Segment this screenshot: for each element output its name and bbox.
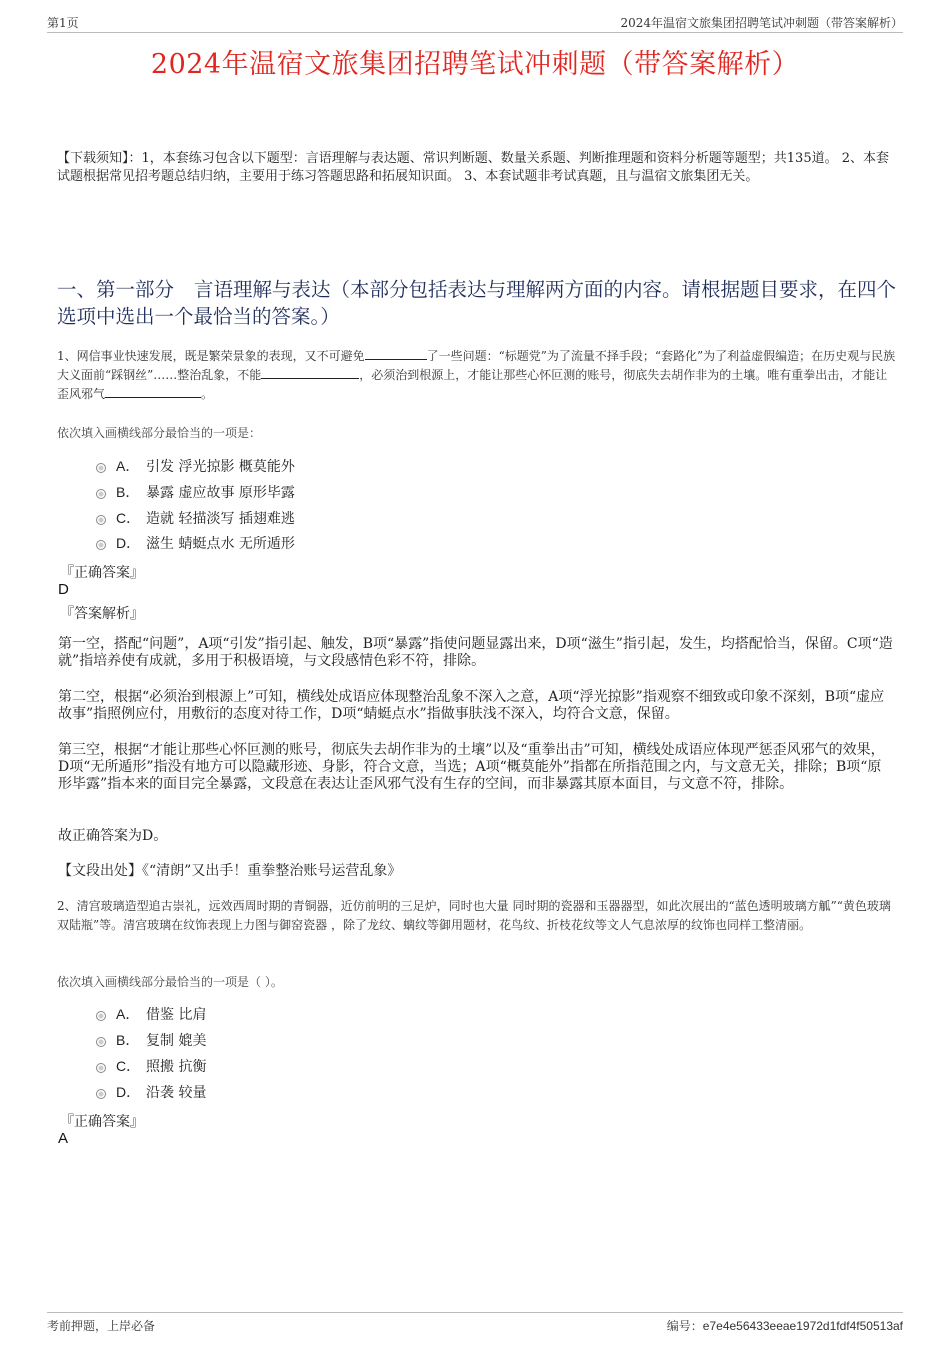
question-1-text	[57, 347, 897, 404]
option-text: 造就 轻描淡写 插翅难逃	[146, 511, 295, 527]
option-letter: B．	[116, 484, 140, 500]
q2-option-c[interactable]	[96, 1054, 206, 1078]
code-value: e7e4e56433eeae1972d1fdf4f50513af	[702, 1319, 903, 1333]
radio-icon[interactable]	[96, 1063, 106, 1073]
blank-1	[365, 347, 427, 360]
option-text: 引发 浮光掠影 概莫能外	[146, 459, 295, 475]
option-text: 借鉴 比肩	[146, 1007, 207, 1023]
section-text: 言语理解与表达（本部分包括表达与理解两方面的内容。请根据题目要求，在四个选项中选出一个最恰当的答案。）	[57, 278, 897, 328]
analysis-conclusion: 故正确答案为D。	[58, 828, 168, 844]
option-letter: D．	[116, 535, 141, 551]
section-heading	[57, 276, 902, 330]
analysis-paragraph: 第二空，根据“必须治到根源上”可知，横线处成语应体现整治乱象不深入之意，A项“浮光掠影”指观察不细致或印象不深刻，B项“虚应故事”指照例应付，用敷衍的态度对待工作，D项“蜻蜓点水”指做事肤浅不深入，均符合文意，保留。	[58, 689, 885, 722]
option-letter: C．	[116, 510, 141, 526]
q1-option-a[interactable]	[96, 454, 295, 478]
q1-part4: 。	[201, 387, 214, 401]
option-letter: B．	[116, 1032, 140, 1048]
option-text: 复制 媲美	[146, 1033, 207, 1049]
blank-3	[105, 385, 201, 398]
q2-answer-label: 『正确答案』	[60, 1114, 144, 1130]
radio-icon[interactable]	[96, 1089, 106, 1099]
q1-part1: 1、网信事业快速发展，既是繁荣景象的表现，又不可避免	[57, 349, 365, 363]
radio-icon[interactable]	[96, 540, 106, 550]
q1-answer: D	[58, 581, 69, 598]
blank-2	[261, 366, 359, 379]
q2-option-d[interactable]	[96, 1080, 206, 1104]
analysis-paragraph: 第三空，根据“才能让那些心怀叵测的账号，彻底失去胡作非为的土壤”以及“重拳出击”可知，横线处成语应体现严惩歪风邪气的效果，D项“无所遁形”指没有地方可以隐藏形迹、身影，符合文意，当选；A项“概莫能外”指都在所指范围之内，与文意无关，排除；B项“原形毕露”指本来的面目完全暴露，文段意在表达让歪风邪气没有生存的空间，而非暴露其原本面目，与文意不符，排除。	[58, 742, 885, 792]
footer-slogan: 考前押题，上岸必备	[47, 1319, 156, 1333]
q1-option-d[interactable]	[96, 531, 295, 555]
analysis-source: 【文段出处】《“清朗”又出手！重拳整治账号运营乱象》	[58, 863, 402, 879]
q2-answer: A	[58, 1130, 69, 1147]
option-letter: D．	[116, 1084, 141, 1100]
q2-prompt: 依次填入画横线部分最恰当的一项是（ ）。	[57, 975, 283, 989]
code-label: 编号：	[666, 1319, 703, 1333]
radio-icon[interactable]	[96, 1011, 106, 1021]
analysis-paragraph: 第一空，搭配“问题”，A项“引发”指引起、触发，B项“暴露”指使问题显露出来，D项“滋生”指引起，发生，均搭配恰当，保留。C项“造就”指培养使有成就，多用于积极语境，与文段感情色彩不符，排除。	[58, 636, 893, 669]
option-letter: A．	[116, 458, 140, 474]
option-text: 沿袭 较量	[146, 1085, 207, 1101]
q1-analysis-label: 『答案解析』	[60, 606, 144, 622]
page-header	[47, 12, 903, 33]
radio-icon[interactable]	[96, 489, 106, 499]
q1-part2: 了一些问题：“标题党”为了流量不择手段；“套路化”为了利益虚假编造；在历史观与民族大义面前“踩钢丝”……整治乱象，不能	[57, 349, 896, 382]
download-notice: 【下载须知】：1，本套练习包含以下题型：言语理解与表达题、常识判断题、数量关系题、判断推理题和资料分析题等题型；共135道。 2、本套试题根据常见招考题总结归纳，主要用于练习答题思路和拓展知识面。 3、本套试题非考试真题，且与温宿文旅集团无关。	[57, 151, 889, 184]
option-text: 暴露 虚应故事 原形毕露	[146, 485, 295, 501]
question-2-text: 2、清宫玻璃造型追古崇礼，远效西周时期的青铜器，近仿前明的三足炉，同时也大量 同时期的瓷器和玉器器型，如此次展出的“蓝色透明玻璃方觚”“黄色玻璃双陆瓶”等。清宫玻璃在纹饰表现上力图与御窑瓷器 ，除了龙纹、螭纹等御用题材，花鸟纹、折枝花纹等文人气息浓厚的纹饰也同样工整清丽。	[57, 899, 891, 932]
q2-option-a[interactable]	[96, 1002, 206, 1026]
page-footer	[47, 1312, 903, 1333]
q1-answer-label: 『正确答案』	[60, 565, 144, 581]
q1-option-c[interactable]	[96, 506, 295, 530]
q1-prompt: 依次填入画横线部分最恰当的一项是：	[57, 426, 262, 440]
q1-option-b[interactable]	[96, 480, 295, 504]
doc-code	[667, 1317, 903, 1334]
q2-option-b[interactable]	[96, 1028, 206, 1052]
page-title: 2024年温宿文旅集团招聘笔试冲刺题（带答案解析）	[150, 49, 800, 80]
section-number: 一、第一部分	[57, 278, 175, 301]
option-letter: C．	[116, 1058, 141, 1074]
radio-icon[interactable]	[96, 515, 106, 525]
page-number: 第1页	[47, 16, 79, 30]
option-text: 照搬 抗衡	[146, 1059, 207, 1075]
header-doc-title: 2024年温宿文旅集团招聘笔试冲刺题（带答案解析）	[620, 16, 903, 30]
option-text: 滋生 蜻蜓点水 无所遁形	[146, 536, 295, 552]
q1-part3: ，必须治到根源上，才能让那些心怀叵测的账号，彻底失去胡作非为的土壤。唯有重拳出击，才能让歪风邪气	[57, 368, 888, 401]
radio-icon[interactable]	[96, 463, 106, 473]
option-letter: A．	[116, 1006, 140, 1022]
radio-icon[interactable]	[96, 1037, 106, 1047]
